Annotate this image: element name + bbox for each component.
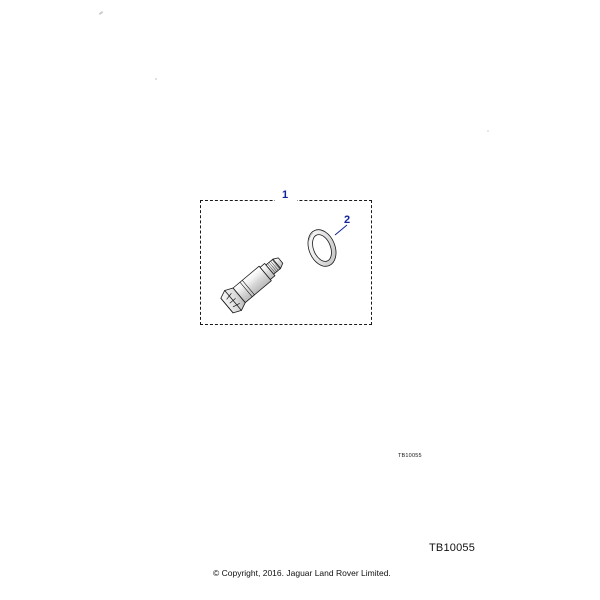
scan-speck	[99, 11, 103, 15]
copyright-notice: © Copyright, 2016. Jaguar Land Rover Limited.	[213, 568, 391, 578]
callout-1-label: 1	[282, 189, 289, 201]
part-code-small: TB10055	[398, 453, 422, 459]
scan-speck	[487, 130, 489, 132]
part-code-large: TB10055	[429, 542, 476, 554]
scan-speck	[155, 78, 157, 80]
part-illustration	[200, 195, 380, 330]
callout-2-label: 2	[344, 214, 351, 226]
